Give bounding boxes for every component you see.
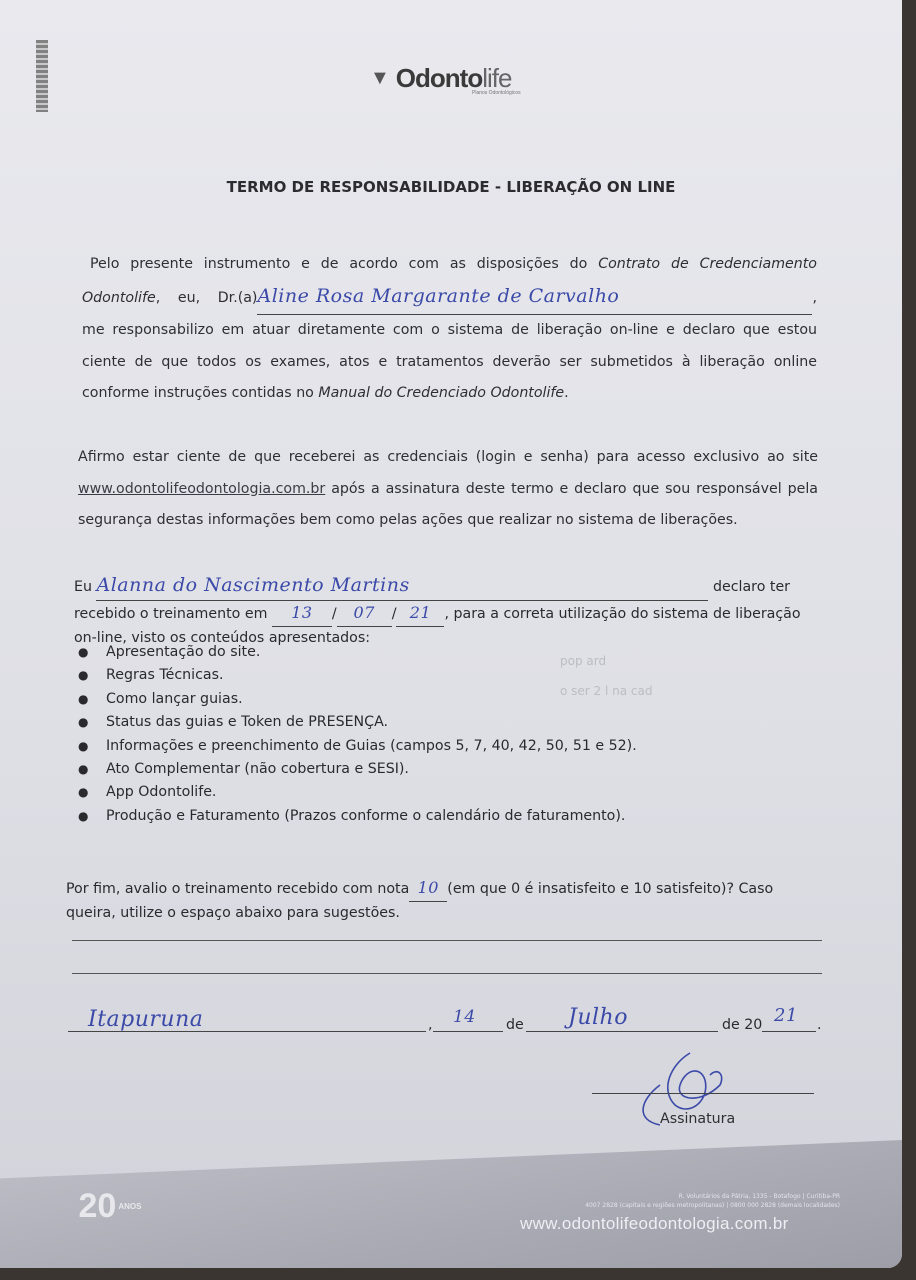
- footer-url[interactable]: www.odontolifeodontologia.com.br: [520, 1214, 789, 1233]
- signature-line[interactable]: [592, 1093, 814, 1094]
- list-item: ● Status das guias e Token de PRESENÇA.: [78, 714, 389, 731]
- training-declaration: Eu Alanna do Nascimento Martins declaro ter recebido o treinamento em 13 / 07 / 21 , para a correta utilização do sistema de liberação on-line, visto os conteúdos apresentados:: [74, 574, 801, 646]
- document-title: TERMO DE RESPONSABILIDADE - LIBERAÇÃO ON LINE: [226, 178, 676, 196]
- ans-registration-stamp: [36, 40, 48, 112]
- logo-shield-icon: ▼: [370, 66, 390, 89]
- evaluation-score: 10: [417, 878, 439, 897]
- logo-tagline: Planos Odontológicos: [472, 90, 521, 96]
- list-item: ● App Odontolife.: [78, 784, 217, 801]
- trainee-name-handwritten: Alanna do Nascimento Martins: [96, 574, 410, 596]
- list-item: ● Regras Técnicas.: [78, 667, 224, 684]
- list-item: ● Ato Complementar (não cobertura e SESI).: [78, 761, 409, 778]
- odontolife-logo: [370, 56, 550, 100]
- evaluation-paragraph: Por fim, avalio o treinamento recebido com nota 10 (em que 0 é insatisfeito e 10 satisfeito)? Caso queira, utilize o espaço abaixo para sugestões.: [66, 878, 774, 921]
- list-item: ● Informações e preenchimento de Guias (campos 5, 7, 40, 42, 50, 51 e 52).: [78, 737, 637, 754]
- twenty-years-badge: 20 ANOS: [78, 1186, 142, 1225]
- responsibility-paragraph: Pelo presente instrumento e de acordo com as disposições do Contrato de Credenciamento Odontolife, eu, Dr.(a)Aline Rosa Margarante de Carvalho , me responsabilizo em atuar diretamente com o sistema de liberação on-line e declaro que estou ciente de que todos os exames, atos e tratamentos deverão ser submetidos à liberação online conforme instruções contidas no Manual do Credenciado Odontolife.: [82, 256, 817, 401]
- training-topics-list: [78, 641, 778, 828]
- date-day: 14: [453, 1007, 476, 1027]
- date-month: Julho: [568, 1005, 628, 1030]
- list-item: ● Produção e Faturamento (Prazos conforme o calendário de faturamento).: [78, 807, 626, 824]
- credentials-paragraph: Afirmo estar ciente de que receberei as credenciais (login e senha) para acesso exclusivo ao site www.odontolifeodontologia.com.br após a assinatura deste termo e declaro que sou responsável pela segurança destas informações bem como pelas ações que realizar no sistema de liberações.: [78, 449, 818, 528]
- logo-wordmark: Odontolife: [395, 62, 512, 93]
- site-link[interactable]: www.odontolifeodontologia.com.br: [78, 480, 326, 497]
- suggestion-line-1[interactable]: [72, 940, 822, 941]
- dentist-name-handwritten: Aline Rosa Margarante de Carvalho: [257, 284, 620, 307]
- training-day: 13: [291, 602, 313, 622]
- document-page: ▼ Odontolife Planos Odontológicos TERMO DE RESPONSABILIDADE - LIBERAÇÃO ON LINE Pelo presente instrumento e de acordo com as disposições do Contrato de Credenciamento Odontolife, eu, Dr.(a)Aline Rosa Margarante de Carvalho , me responsabilizo em atuar diretamente com o sistema de liberação on-line e declaro que estou ciente de que todos os exames, atos e tratamentos deverão ser submetidos à liberação online conforme instruções contidas no Manual do Credenciado Odontolife. Afirmo estar ciente de que receberei as credenciais (login e senha) para acesso exclusivo ao site www.odontolifeodontologia.com.br após a assinatura deste termo e declaro que sou responsável pela segurança destas informações bem como pelas ações que realizar no sistema de liberações. Eu Alanna do Nascimento Martins declaro ter recebido o treinamento em 13 / 07 / 21 , para a correta utilização do sistema de liberação on-line, visto os conteúdos apresentados: ● Apresentação do site. ● Regras Técnicas. ● Como lançar guias. ● Status das guias e Token de PRESENÇA. ● Informações e preenchimento de Guias (campos 5, 7, 40, 42, 50, 51 e 52). ● Ato Complementar (não cobertura e SESI). ● App Odontolife. ● Produção e Faturamento (Prazos conforme o calendário de faturamento). Por fim, avalio o treinamento recebido com nota 10 (em que 0 é insatisfeito e 10 satisfeito)? Caso queira, utilize o espaço abaixo para sugestões. Itapuruna , 14 de Julho de 20 21 . Assinatura pop ard o ser 2 l na cad 20 ANOS R. Voluntários da Pátria, 1335 - Botafogo | Curitiba-PR 4007 2828 (capitais e regiões metropolitanas) | 0800 000 2828 (demais localidades) www.odontolifeodontologia.com.br: [0, 0, 902, 1268]
- suggestion-line-2[interactable]: [72, 973, 822, 974]
- signature-label: Assinatura: [660, 1111, 736, 1127]
- training-month: 07: [353, 602, 375, 622]
- training-year: 21: [409, 602, 432, 622]
- footer-address: R. Voluntários da Pátria, 1335 - Botafogo | Curitiba-PR 4007 2828 (capitais e regiões metropolitanas) | 0800 000 2828 (demais localidades): [585, 1193, 840, 1209]
- city-handwritten: Itapuruna: [88, 1007, 204, 1032]
- place-date-line: Itapuruna , 14 de Julho de 20 21 .: [68, 1005, 828, 1045]
- list-item: ● Como lançar guias.: [78, 690, 243, 707]
- list-item: ● Apresentação do site.: [78, 644, 261, 660]
- date-year: 21: [774, 1005, 798, 1026]
